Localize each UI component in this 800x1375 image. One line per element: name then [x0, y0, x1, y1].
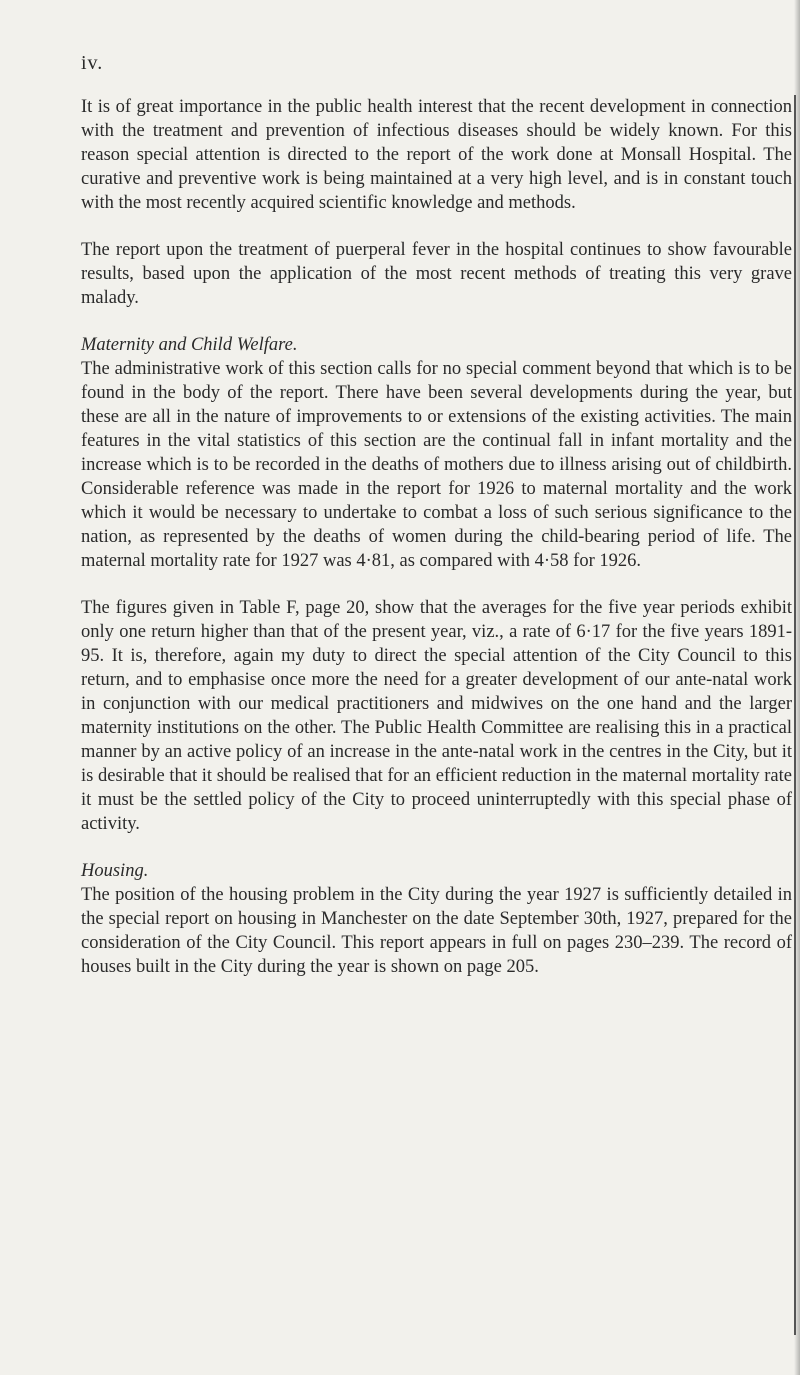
- paragraph-housing: The position of the housing problem in the City during the year 1927 is sufficiently detailed in the special report on housing in Manchester on the date September 30th, 1927, prepared for the consideration of the City Council. This report appears in full on pages 230–239. The record of houses built in the City during the year is shown on page 205.: [81, 885, 792, 977]
- paragraph-infectious-diseases: It is of great importance in the public health interest that the recent development in connection with the treatment and prevention of infectious diseases should be widely known. For this reason special attention is directed to the report of the work done at Monsall Hospital. The curative and preventive work is being maintained at a very high level, and is in constant touch with the most recently acquired scientific knowledge and methods.: [81, 97, 792, 213]
- section-housing: [81, 859, 792, 979]
- paragraph-puerperal-fever: The report upon the treatment of puerperal fever in the hospital continues to show favourable results, based upon the application of the most recent methods of treating this very grave malady.: [81, 240, 792, 308]
- page-edge-line: [794, 95, 796, 1335]
- paragraph-table-f: The figures given in Table F, page 20, show that the averages for the five year periods exhibit only one return higher than that of the present year, viz., a rate of 6·17 for the five years 1891-95. It is, therefore, again my duty to direct the special attention of the City Council to this return, and to emphasise once more the need for a greater development of our ante-natal work in conjunction with our medical practitioners and midwives on the one hand and the larger maternity institutions on the other. The Public Health Committee are realising this in a practical manner by an active policy of an increase in the ante-natal work in the centres in the City, but it is desirable that it should be realised that for an efficient reduction in the maternal mortality rate it must be the settled policy of the City to proceed uninterruptedly with this special phase of activity.: [81, 598, 792, 834]
- paragraph-maternity-administrative: The administrative work of this section calls for no special comment beyond that which is to be found in the body of the report. There have been several developments during the year, but these are all in the nature of improvements to or extensions of the existing activities. The main features in the vital statistics of this section are the continual fall in infant mortality and the increase which is to be recorded in the deaths of mothers due to illness arising out of childbirth. Considerable reference was made in the report for 1926 to maternal mortality and the work which it would be necessary to undertake to combat a loss of such serious significance to the nation, as represented by the deaths of women during the child-bearing period of life. The maternal mortality rate for 1927 was 4·81, as compared with 4·58 for 1926.: [81, 359, 792, 571]
- section-heading-maternity: Maternity and Child Welfare.: [81, 335, 298, 355]
- section-heading-housing: Housing.: [81, 861, 149, 881]
- document-body: [81, 95, 792, 1002]
- page-number: iv.: [81, 52, 104, 74]
- section-maternity: [81, 333, 792, 573]
